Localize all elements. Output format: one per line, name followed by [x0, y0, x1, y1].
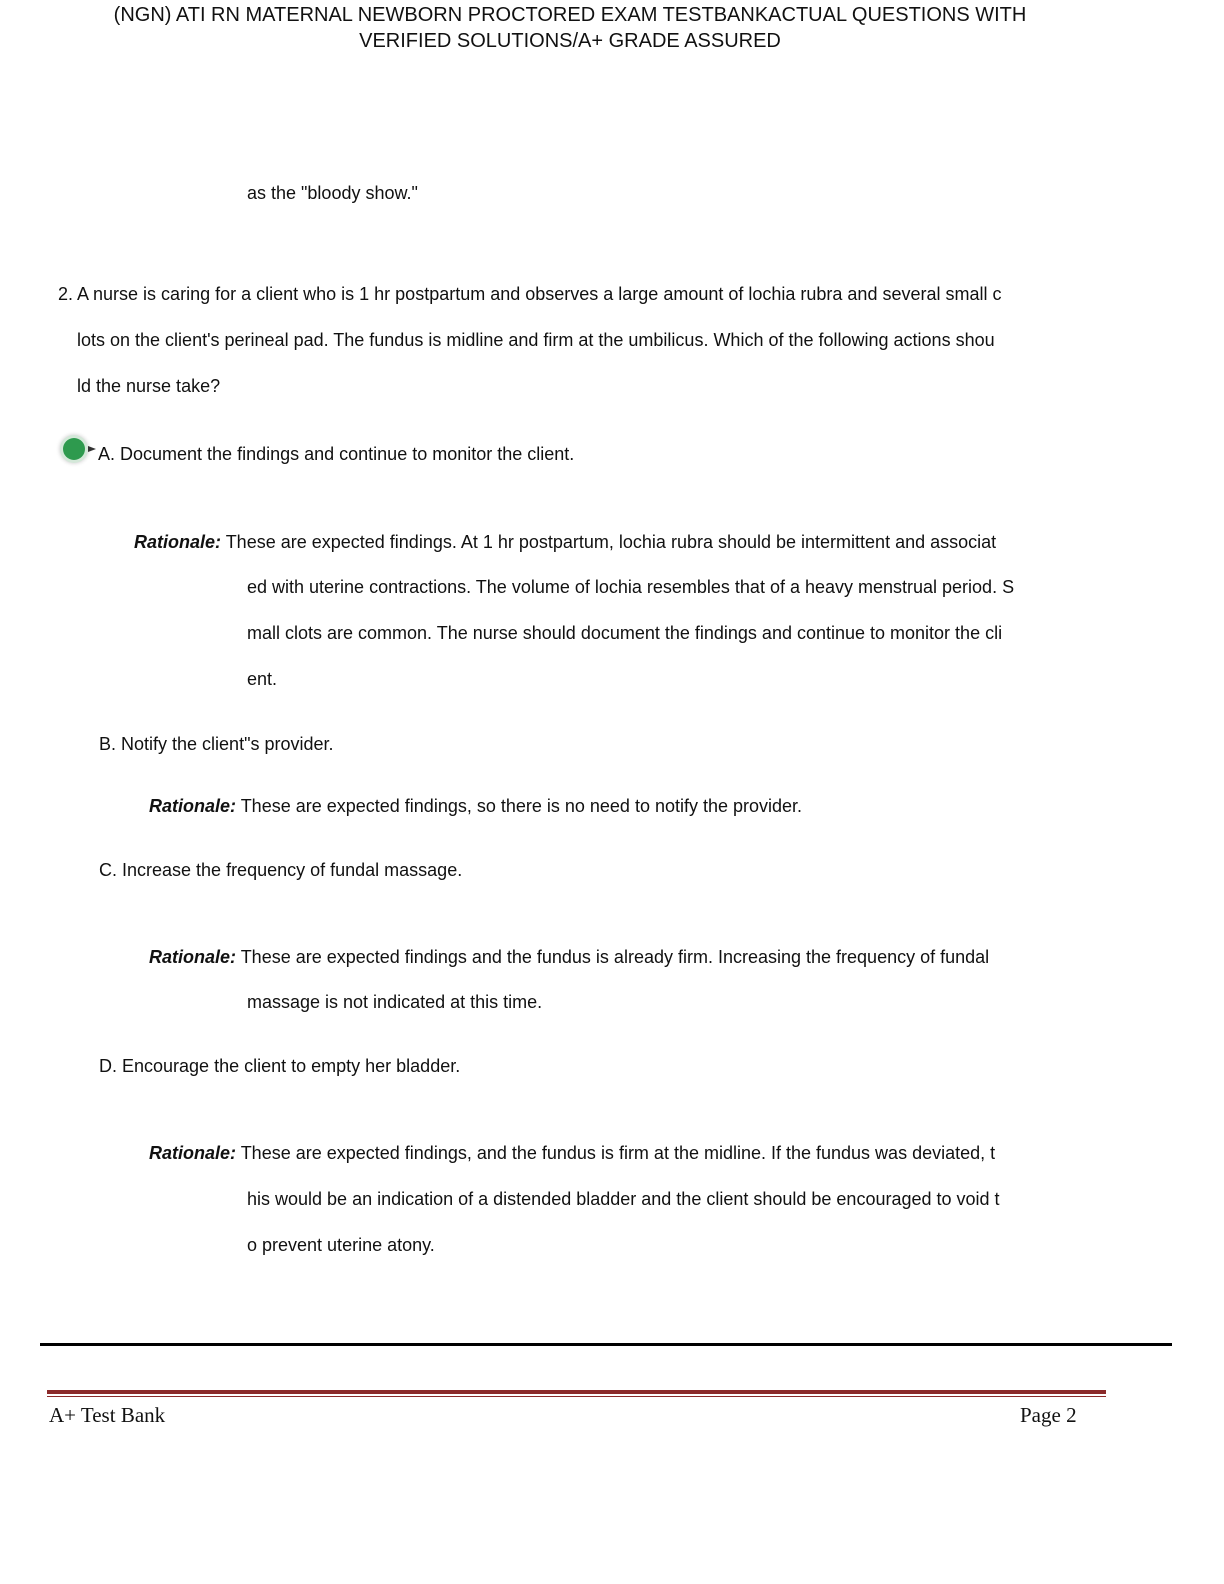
header-title-line-1: (NGN) ATI RN MATERNAL NEWBORN PROCTORED EXAM TESTBANKACTUAL QUESTIONS WITH — [113, 4, 1027, 26]
option-a-rationale-line-2: ed with uterine contractions. The volume of lochia resembles that of a heavy menstrual period. S — [247, 577, 1015, 597]
option-d-rationale-line-3: o prevent uterine atony. — [247, 1235, 435, 1255]
question-line-2: lots on the client's perineal pad. The fundus is midline and firm at the umbilicus. Which of the following actions shou — [77, 330, 995, 350]
rationale-label: Rationale: — [149, 796, 237, 816]
option-d-rationale-line-1 — [149, 1142, 995, 1164]
option-d-text: D. Encourage the client to empty her bladder. — [99, 1056, 461, 1076]
question-line-3: ld the nurse take? — [77, 376, 221, 396]
footer-page-number: Page 2 — [1020, 1403, 1077, 1427]
option-c-rationale-line-2: massage is not indicated at this time. — [247, 992, 543, 1012]
footer-rule — [47, 1390, 1106, 1394]
content-divider — [40, 1343, 1172, 1346]
rationale-label: Rationale: — [149, 1143, 237, 1163]
rationale-label: Rationale: — [149, 947, 237, 967]
marker-pointer-icon — [88, 446, 96, 452]
rationale-label: Rationale: — [134, 532, 222, 552]
option-a-text: A. Document the findings and continue to monitor the client. — [98, 444, 575, 464]
header-title-line-2: VERIFIED SOLUTIONS/A+ GRADE ASSURED — [359, 30, 781, 52]
option-a-rationale-line-3: mall clots are common. The nurse should document the findings and continue to monitor the cli — [247, 623, 1003, 643]
option-b-text: B. Notify the client"s provider. — [99, 734, 334, 754]
option-d-rationale-line-2: his would be an indication of a distended bladder and the client should be encouraged to void t — [247, 1189, 1000, 1209]
continuation-text: as the "bloody show." — [247, 183, 418, 203]
rationale-text: These are expected findings. At 1 hr postpartum, lochia rubra should be intermittent and associat — [221, 532, 997, 552]
option-c-rationale-line-1 — [149, 946, 989, 968]
option-a-rationale-line-1 — [134, 531, 996, 553]
document-header — [0, 2, 1140, 54]
rationale-text: These are expected findings and the fundus is already firm. Increasing the frequency of fundal — [236, 947, 990, 967]
rationale-text: These are expected findings, and the fundus is firm at the midline. If the fundus was deviated, t — [236, 1143, 996, 1163]
option-c-text: C. Increase the frequency of fundal massage. — [99, 860, 463, 880]
question-line-1: 2. A nurse is caring for a client who is 1 hr postpartum and observes a large amount of lochia rubra and several small c — [58, 284, 1002, 304]
selected-answer-marker-icon — [63, 438, 85, 460]
footer-rule-thin — [47, 1396, 1106, 1397]
rationale-text: These are expected findings, so there is no need to notify the provider. — [236, 796, 803, 816]
footer-left-text: A+ Test Bank — [49, 1403, 166, 1427]
option-a-rationale-line-4: ent. — [247, 669, 278, 689]
option-b-rationale-line-1 — [149, 795, 802, 817]
